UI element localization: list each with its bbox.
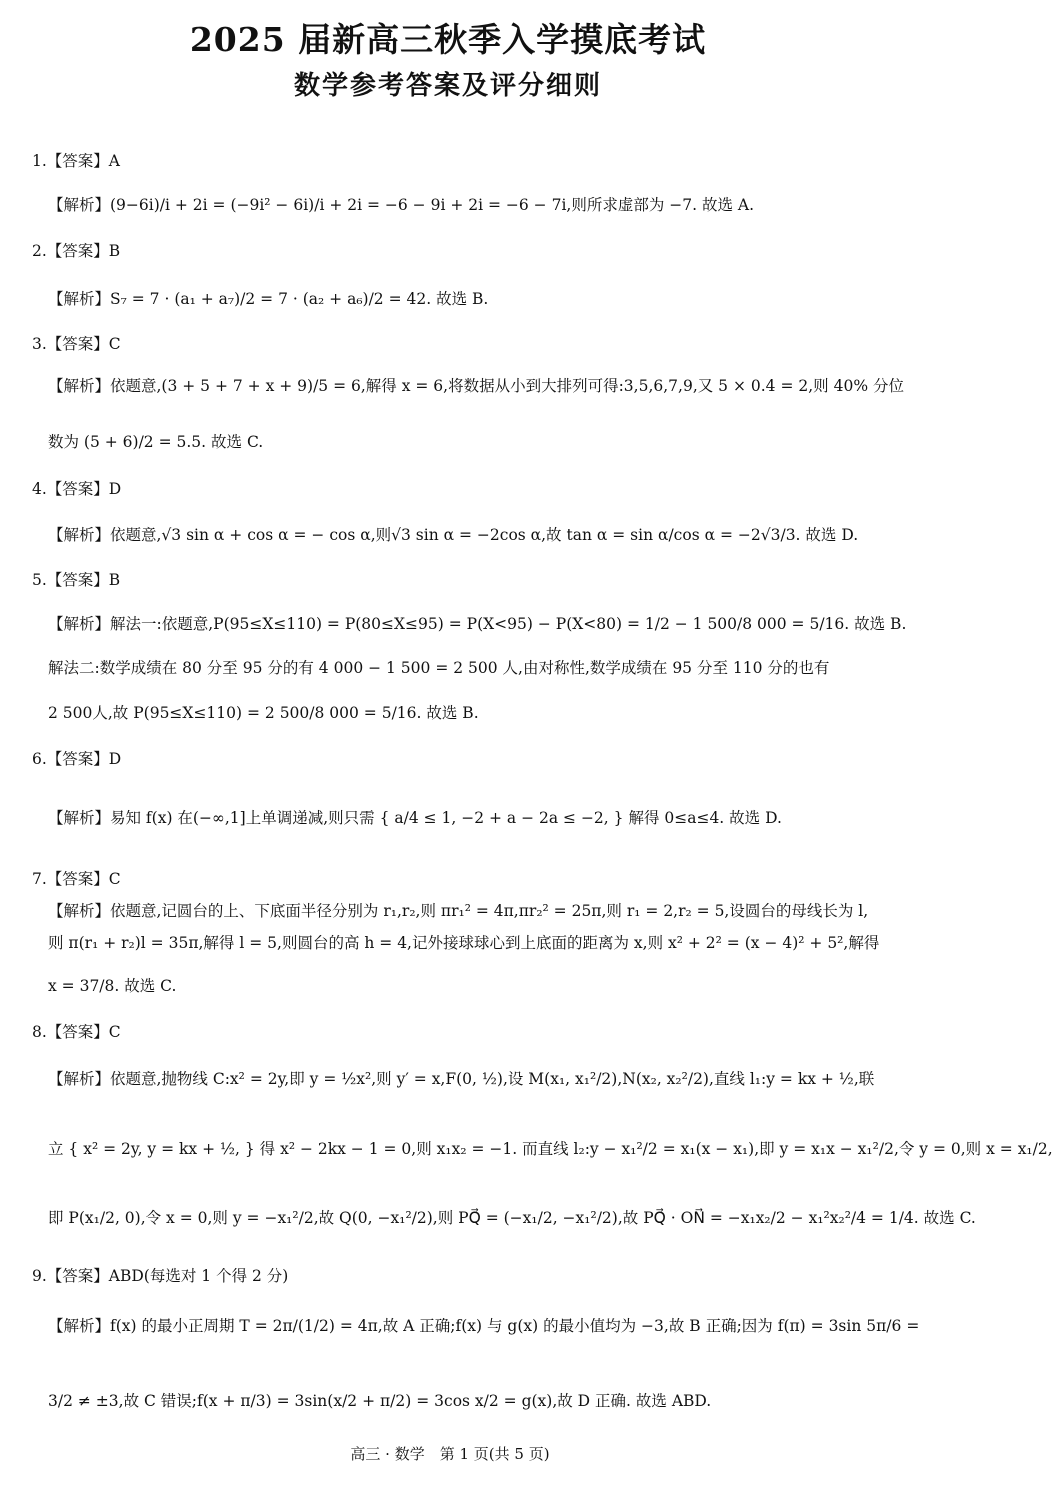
analysis-line: 【解析】易知 f(x) 在(−∞,1]上单调递减,则只需 { a/4 ≤ 1, −2 + a − 2a ≤ −2, } 解得 0≤a≤4. 故选 D.: [48, 809, 782, 827]
analysis-line: 【解析】S₇ = 7 · (a₁ + a₇)/2 = 7 · (a₂ + a₆)/2 = 42. 故选 B.: [48, 290, 489, 308]
answer-line: 8.【答案】C: [32, 1023, 121, 1041]
analysis-line: 【解析】依题意,抛物线 C:x² = 2y,即 y = ½x²,则 y′ = x,F(0, ½),设 M(x₁, x₁²/2),N(x₂, x₂²/2),直线 l₁:y = kx + ½,联: [48, 1070, 875, 1088]
analysis-line: 则 π(r₁ + r₂)l = 35π,解得 l = 5,则圆台的高 h = 4,记外接球球心到上底面的距离为 x,则 x² + 2² = (x − 4)² + 5²,解得: [48, 934, 880, 952]
page-title: 2025 届新高三秋季入学摸底考试: [189, 20, 707, 59]
analysis-line: 【解析】解法一:依题意,P(95≤X≤110) = P(80≤X≤95) = P(X<95) − P(X<80) = 1/2 − 1 500/8 000 = 5/16. 故选 B.: [48, 615, 907, 633]
answer-line: 4.【答案】D: [32, 480, 122, 498]
analysis-line: 2 500人,故 P(95≤X≤110) = 2 500/8 000 = 5/16. 故选 B.: [48, 704, 479, 722]
page-footer: 高三 · 数学 第 1 页(共 5 页): [350, 1445, 550, 1463]
analysis-line: 数为 (5 + 6)/2 = 5.5. 故选 C.: [48, 433, 264, 451]
analysis-line: 【解析】f(x) 的最小正周期 T = 2π/(1/2) = 4π,故 A 正确;f(x) 与 g(x) 的最小值均为 −3,故 B 正确;因为 f(π) = 3sin 5π/6 =: [48, 1317, 920, 1335]
answer-line: 9.【答案】ABD(每选对 1 个得 2 分): [32, 1267, 289, 1285]
answer-line: 6.【答案】D: [32, 750, 122, 768]
analysis-line: 【解析】依题意,记圆台的上、下底面半径分别为 r₁,r₂,则 πr₁² = 4π,πr₂² = 25π,则 r₁ = 2,r₂ = 5,设圆台的母线长为 l,: [48, 902, 869, 920]
analysis-line: 解法二:数学成绩在 80 分至 95 分的有 4 000 − 1 500 = 2 500 人,由对称性,数学成绩在 95 分至 110 分的也有: [48, 659, 830, 677]
analysis-line: 【解析】依题意,(3 + 5 + 7 + x + 9)/5 = 6,解得 x = 6,将数据从小到大排列可得:3,5,6,7,9,又 5 × 0.4 = 2,则 40% 分位: [48, 377, 904, 395]
analysis-line: 即 P(x₁/2, 0),令 x = 0,则 y = −x₁²/2,故 Q(0, −x₁²/2),则 PQ⃗ = (−x₁/2, −x₁²/2),故 PQ⃗ · ON⃗ = −x₁x₂/2 − x₁²x₂²/4 = 1/4. 故选 C.: [48, 1209, 976, 1227]
analysis-line: 【解析】依题意,√3 sin α + cos α = − cos α,则√3 sin α = −2cos α,故 tan α = sin α/cos α = −2√3/3. 故选 D.: [48, 526, 859, 544]
answer-line: 5.【答案】B: [32, 571, 121, 589]
analysis-line: 立 { x² = 2y, y = kx + ½, } 得 x² − 2kx − 1 = 0,则 x₁x₂ = −1. 而直线 l₂:y − x₁²/2 = x₁(x − x₁),即 y = x₁x − x₁²/2,令 y = 0,则 x = x₁/2,: [48, 1140, 1053, 1158]
answer-line: 1.【答案】A: [32, 152, 120, 170]
analysis-line: 【解析】(9−6i)/i + 2i = (−9i² − 6i)/i + 2i = −6 − 9i + 2i = −6 − 7i,则所求虚部为 −7. 故选 A.: [48, 196, 755, 214]
page-subtitle: 数学参考答案及评分细则: [293, 71, 602, 101]
answer-line: 7.【答案】C: [32, 870, 121, 888]
answer-line: 3.【答案】C: [32, 335, 121, 353]
analysis-line: 3/2 ≠ ±3,故 C 错误;f(x + π/3) = 3sin(x/2 + π/2) = 3cos x/2 = g(x),故 D 正确. 故选 ABD.: [48, 1392, 712, 1410]
analysis-line: x = 37/8. 故选 C.: [48, 977, 177, 995]
answer-line: 2.【答案】B: [32, 242, 121, 260]
